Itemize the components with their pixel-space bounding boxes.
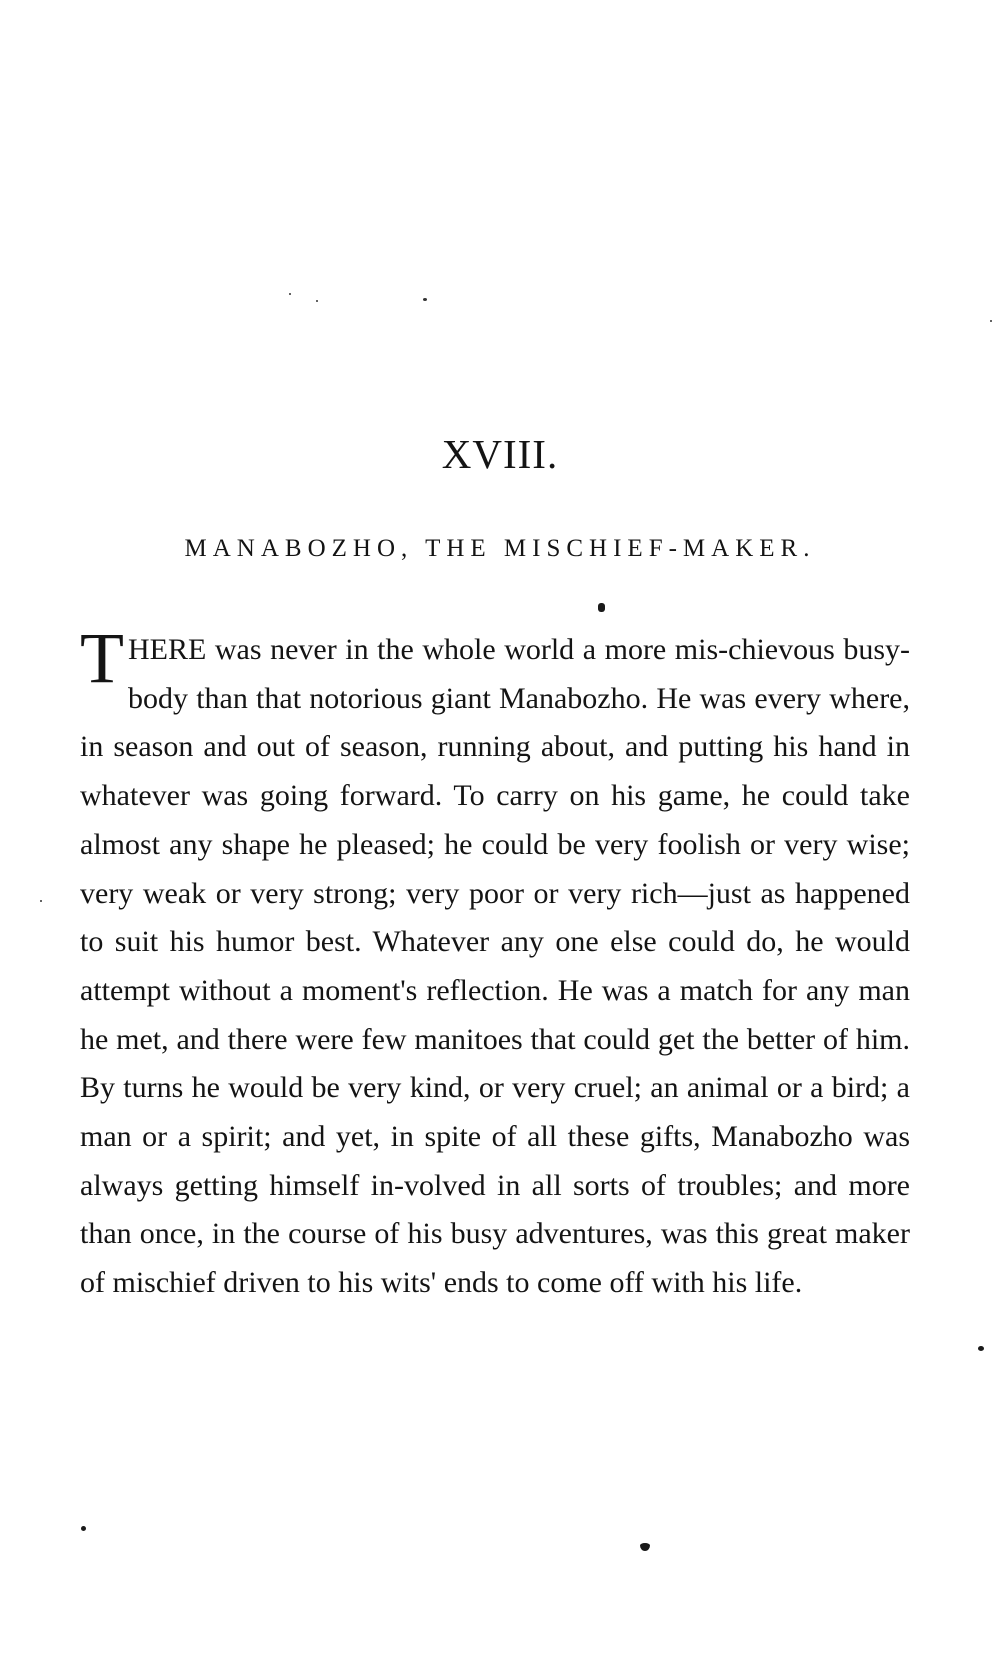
ink-speck bbox=[40, 900, 42, 902]
drop-cap: T bbox=[80, 618, 124, 698]
paragraph-text: HERE was never in the whole world a more mis-chievous busy-body than that notorious giant Manabozho. He was every where, in season and out of season, running about, and putting his hand in whatever was going forward. To carry on his game, he could take almost any shape he pleased; he could be very foolish or very wise; very weak or very strong; very poor or very rich—just as happened to suit his humor best. Whatever any one else could do, he would attempt without a moment's reflection. He was a match for any man he met, and there were few manitoes that could get the better of him. By turns he would be very kind, or very cruel; an animal or a bird; a man or a spirit; and yet, in spite of all these gifts, Manabozho was always getting himself in-volved in all sorts of troubles; and more than once, in the course of his busy adventures, was this great maker of mischief driven to his wits' ends to come off with his life. bbox=[80, 633, 910, 1300]
chapter-title: MANABOZHO, THE MISCHIEF-MAKER. bbox=[184, 535, 816, 562]
ink-mark bbox=[81, 1526, 86, 1531]
ink-mark bbox=[978, 1346, 984, 1351]
ink-speck bbox=[316, 300, 318, 302]
chapter-paragraph bbox=[80, 618, 910, 1308]
ink-speck bbox=[423, 298, 427, 301]
ink-mark bbox=[598, 603, 605, 612]
ink-mark bbox=[640, 1543, 650, 1551]
ink-speck bbox=[990, 320, 992, 322]
ink-speck bbox=[289, 293, 291, 295]
chapter-number: XVIII. bbox=[441, 431, 559, 477]
